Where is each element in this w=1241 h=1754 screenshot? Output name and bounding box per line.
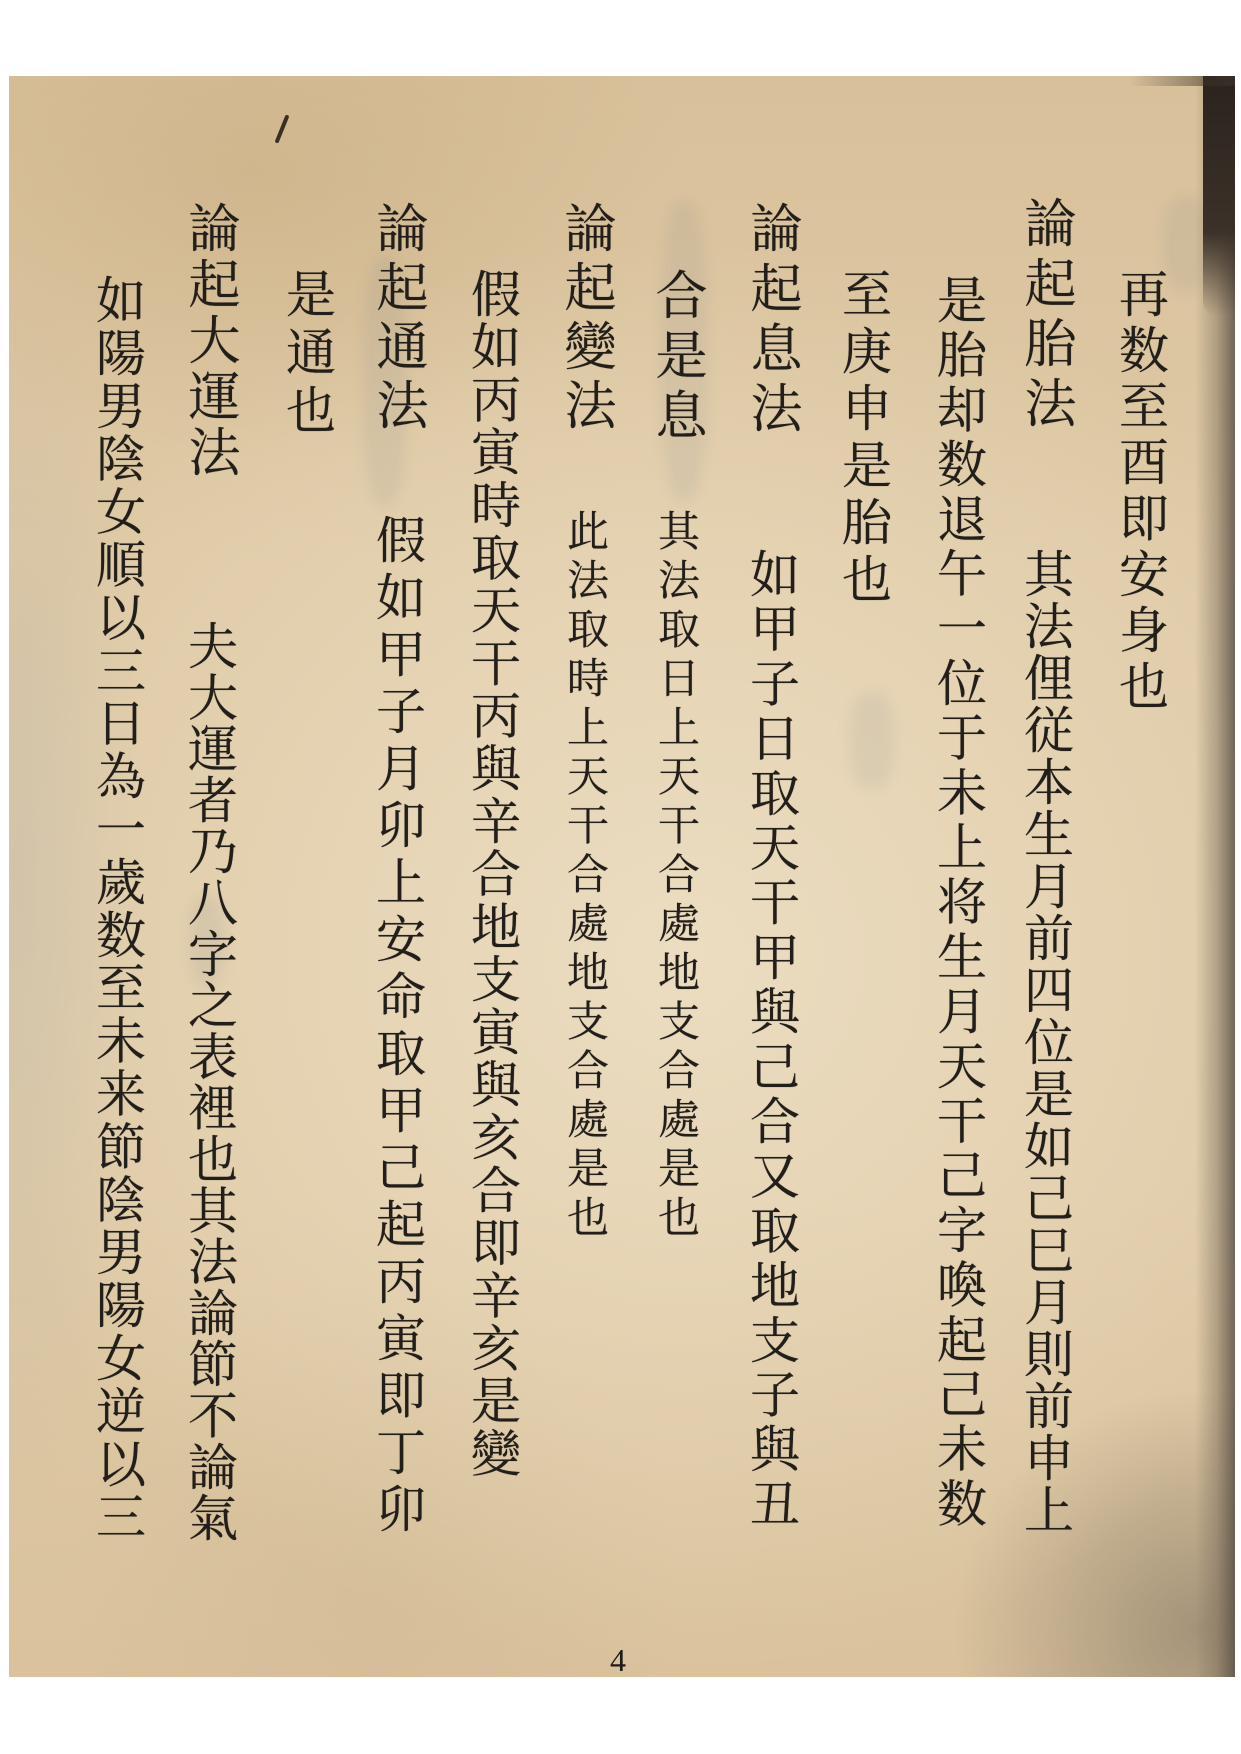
- column-9-text: 假如甲子月卯上安命取甲己起丙寅即丁卯: [368, 514, 426, 1540]
- column-2-heading: 論起胎法: [1015, 196, 1075, 436]
- column-12-text: 如陽男陰女順以三日為一歲数至未来節陰男陽女逆以三: [88, 274, 146, 1544]
- binding-shadow: [1129, 76, 1235, 86]
- column-3-text: 是胎却数退午一位于未上将生月天干己字喚起己未数: [929, 274, 987, 1533]
- column-7-small-text: 此法取時上天干合處地支合處是也: [561, 509, 610, 1244]
- column-4-text: 至庚申是胎也: [834, 268, 892, 610]
- column-2-text: 其法俚従本生月前四位是如己巳月則前申上: [1016, 548, 1074, 1536]
- column-6-text: 合是息: [646, 268, 706, 448]
- column-11-heading: 論起大運法: [179, 201, 239, 481]
- binding-edge: [1195, 76, 1235, 1677]
- bleed-through-mark: [850, 693, 894, 788]
- column-9-heading: 論起通法: [367, 201, 427, 437]
- ink-mark: [275, 114, 290, 143]
- column-5-text: 如甲子日取天干甲與己合又取地支子與丑: [742, 548, 800, 1533]
- manuscript-page: [9, 76, 1235, 1677]
- column-8-text: 假如丙寅時取天干丙與辛合地支寅與亥合即辛亥是變: [463, 268, 521, 1481]
- column-10-text: 是通也: [278, 268, 336, 442]
- column-6-small-text: 其法取日上天干合處地支合處是也: [652, 509, 701, 1244]
- column-11-text: 夫大運者乃八字之表裡也其法論節不論氣: [180, 620, 238, 1544]
- binding-corner: [1203, 76, 1235, 316]
- column-5-heading: 論起息法: [741, 201, 801, 441]
- page-number: 4: [610, 1642, 626, 1677]
- column-1-text: 再数至酉即安身也: [1111, 268, 1169, 716]
- column-7-heading: 論起變法: [555, 201, 615, 437]
